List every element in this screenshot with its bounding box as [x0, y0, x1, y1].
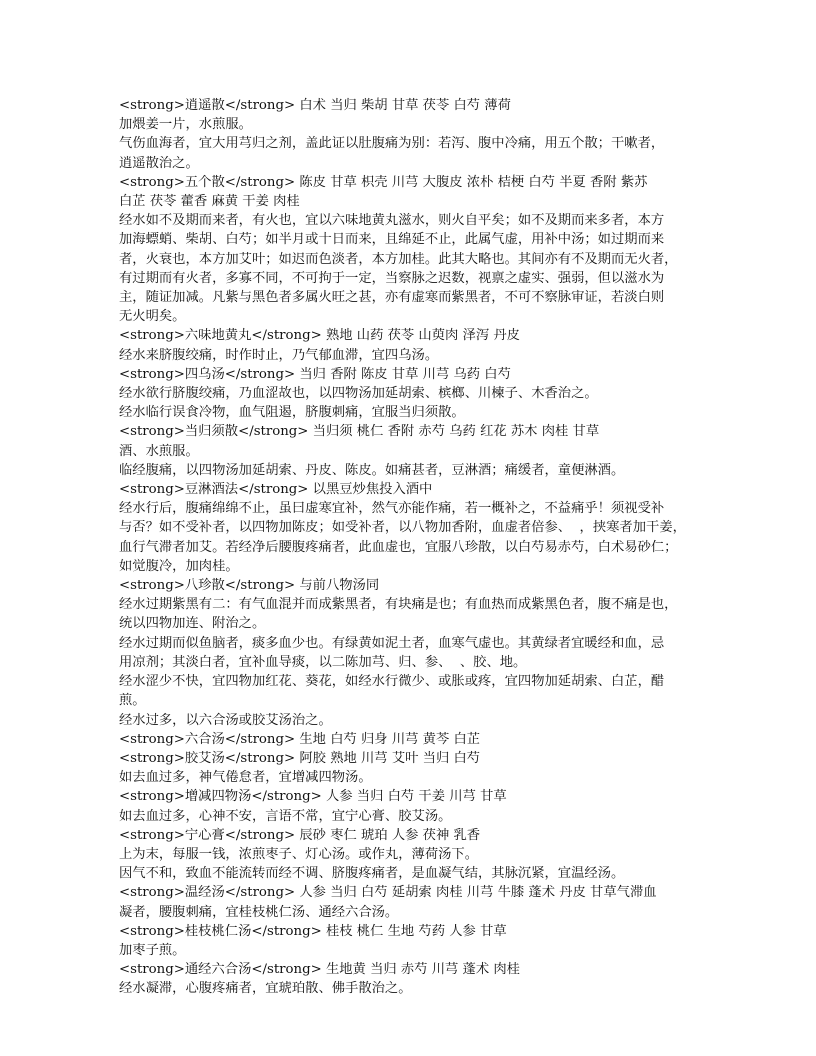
text-line: 气伤血海者，宜大用芎归之剂，盖此证以肚腹痛为别：若泻、腹中冷痛，用五个散；干嗽者， [119, 136, 665, 152]
text-line: 白芷 茯苓 藿香 麻黄 干姜 肉桂 [119, 194, 300, 210]
text-line: 凝者，腰腹刺痛，宜桂枝桃仁汤、通经六合汤。 [119, 904, 399, 920]
text-line: <strong>四乌汤</strong> 当归 香附 陈皮 甘草 川芎 乌药 白芍 [119, 366, 511, 382]
text-line: 临经腹痛，以四物汤加延胡索、丹皮、陈皮。如痛甚者，豆淋酒；痛缓者，童便淋酒。 [119, 462, 625, 478]
text-line: 加煨姜一片，水煎服。 [119, 117, 252, 133]
text-line: <strong>通经六合汤</strong> 生地黄 当归 赤芍 川芎 蓬术 肉桂 [119, 962, 520, 978]
text-line: 统以四物加连、附治之。 [119, 616, 266, 632]
text-line: <strong>逍遥散</strong> 白术 当归 柴胡 甘草 茯苓 白芍 薄荷 [119, 98, 511, 113]
text-line: 如去血过多，神气倦怠者，宜增减四物汤。 [119, 770, 372, 786]
text-line: 者，火衰也，本方加艾叶；如迟而色淡者，本方加桂。此其大略也。其间亦有不及期而无火者， [119, 251, 678, 267]
text-line: <strong>当归须散</strong> 当归须 桃仁 香附 赤芍 乌药 红花 苏木 肉桂 甘草 [119, 424, 600, 440]
text-line: 经水欲行脐腹绞痛，乃血涩故也，以四物汤加延胡索、槟榔、川楝子、木香治之。 [119, 386, 598, 402]
text-line: <strong>豆淋酒法</strong> 以黑豆炒焦投入酒中 [119, 482, 433, 498]
text-line: 上为末，每服一钱，浓煎枣子、灯心汤。或作丸，薄荷汤下。 [119, 846, 479, 862]
text-line: 加海螵蛸、柴胡、白芍；如半月或十日而来，且绵延不止，此属气虚，用补中汤；如过期而来 [119, 232, 665, 248]
text-line: <strong>六味地黄丸</strong> 熟地 山药 茯苓 山萸肉 泽泻 丹皮 [119, 328, 520, 344]
text-line: <strong>六合汤</strong> 生地 白芍 归身 川芎 黄芩 白芷 [119, 731, 481, 747]
text-line: 经水过多，以六合汤或胶艾汤治之。 [119, 712, 332, 728]
text-line: 如觉腹冷，加肉桂。 [119, 558, 239, 574]
text-line: 经水行后，腹痛绵绵不止，虽曰虚寒宜补，然气亦能作痛，若一概补之，不益痛乎！须视受补 [119, 501, 665, 517]
text-line: 经水来脐腹绞痛，时作时止，乃气郁血滞，宜四乌汤。 [119, 347, 439, 363]
text-line: 经水凝滞，心腹疼痛者，宜琥珀散、佛手散治之。 [119, 981, 412, 997]
text-line: 经水过期紫黑有二：有气血混并而成紫黑者，有块痛是也；有血热而成紫黑色者，腹不痛是也， [119, 597, 678, 613]
text-line: 经水涩少不快，宜四物加红花、葵花，如经水行微少、或胀或疼，宜四物加延胡索、白芷，醋 [119, 674, 665, 690]
text-line: 因气不和，致血不能流转而经不调、脐腹疼痛者，是血凝气结，其脉沉紧，宜温经汤。 [119, 866, 625, 882]
text-line: 经水临行误食冷物，血气阻遏，脐腹刺痛，宜服当归须散。 [119, 405, 465, 421]
text-line: 主，随证加减。凡紫与黑色者多属火旺之甚，亦有虚寒而紫黑者，不可不察脉审证，若淡白则 [119, 290, 665, 306]
text-line: 用凉剂；其淡白者，宜补血导痰，以二陈加芎、归、参、 、胶、地。 [119, 654, 527, 670]
text-line: 逍遥散治之。 [119, 155, 199, 171]
text-line: 与否？如不受补者，以四物加陈皮；如受补者，以八物加香附，血虚者倍参、 ，挟寒者加干姜， [119, 520, 686, 536]
text-line: 经水如不及期而来者，有火也，宜以六味地黄丸滋水，则火自平矣；如不及期而来多者，本方 [119, 213, 665, 229]
text-line: 血行气滞者加艾。若经净后腰腹疼痛者，此血虚也，宜服八珍散，以白芍易赤芍，白术易砂仁； [119, 539, 678, 555]
text-line: 加枣子煎。 [119, 942, 186, 958]
text-line: 如去血过多，心神不安，言语不常，宜宁心膏、胶艾汤。 [119, 808, 452, 824]
text-line: <strong>桂枝桃仁汤</strong> 桂枝 桃仁 生地 芍药 人参 甘草 [119, 923, 507, 939]
text-line: <strong>八珍散</strong> 与前八物汤同 [119, 578, 380, 594]
text-line: 经水过期而似鱼脑者，痰多血少也。有绿黄如泥土者，血寒气虚也。其黄绿者宜暖经和血，忌 [119, 635, 665, 651]
text-line: 酒、水煎服。 [119, 443, 199, 459]
text-line: <strong>宁心膏</strong> 辰砂 枣仁 琥珀 人参 茯神 乳香 [119, 827, 481, 843]
text-line: <strong>胶艾汤</strong> 阿胶 熟地 川芎 艾叶 当归 白芍 [119, 750, 481, 766]
text-line: 煎。 [119, 693, 146, 709]
text-line: <strong>温经汤</strong> 人参 当归 白芍 延胡索 肉桂 川芎 牛膝 蓬术 丹皮 甘草气滞血 [119, 885, 657, 901]
text-line: <strong>五个散</strong> 陈皮 甘草 枳壳 川芎 大腹皮 浓朴 桔梗 白芍 半夏 香附 紫苏 [119, 174, 648, 190]
text-line: <strong>增减四物汤</strong> 人参 当归 白芍 干姜 川芎 甘草 [119, 789, 507, 805]
text-line: 无火明矣。 [119, 309, 186, 325]
document-body [119, 96, 720, 999]
text-line: 有过期而有火者，多寡不同，不可拘于一定，当察脉之迟数，视禀之虚实、强弱，但以滋水为 [119, 270, 665, 286]
